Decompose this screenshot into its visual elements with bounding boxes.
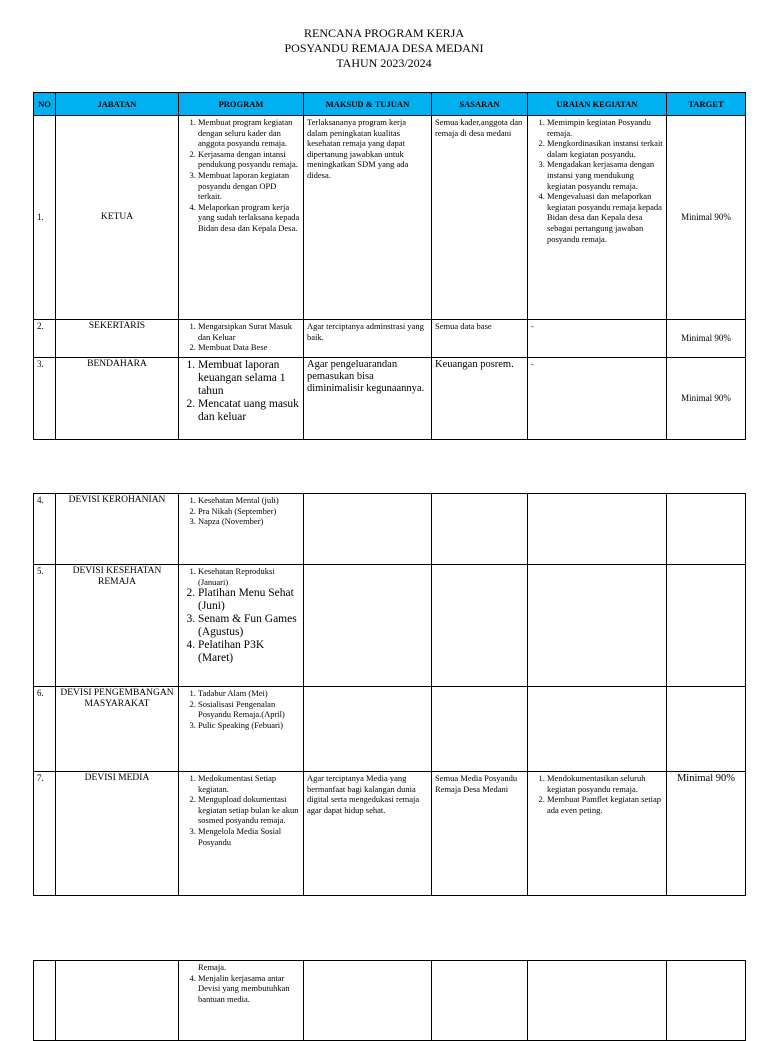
header-program: PROGRAM — [179, 93, 304, 116]
row-jabatan: DEVISI KESEHATAN REMAJA — [56, 565, 179, 687]
row-uraian — [528, 494, 667, 565]
row-uraian: - — [528, 320, 667, 358]
header-maksud: MAKSUD & TUJUAN — [304, 93, 432, 116]
row-no: 2. — [34, 320, 56, 358]
row-sasaran: Semua kader,anggota dan remaja di desa medani — [432, 116, 528, 320]
list-item: 2. Membuat Data Bese — [198, 342, 300, 353]
list-item: 3. Mengelola Media Sosial Posyandu — [198, 826, 300, 847]
list-item: 1. Memimpin kegiatan Posyandu remaja. — [547, 117, 663, 138]
row-program — [179, 116, 304, 320]
header-sasaran: SASARAN — [432, 93, 528, 116]
list-item: 3. Membuat laporan kegiatan posyandu dengan OPD terkait. — [198, 170, 300, 202]
row-sasaran: Semua Media Posyandu Remaja Desa Medani — [432, 772, 528, 896]
row-program — [179, 494, 304, 565]
list-item: 3. Senam & Fun Games (Agustus) — [198, 613, 300, 639]
header-no: NO — [34, 93, 56, 116]
row-target — [667, 687, 746, 772]
list-item: 2. Platihan Menu Sehat (Juni) — [198, 587, 300, 613]
header-target: TARGET — [667, 93, 746, 116]
row-maksud: Agar terciptanya adminstrasi yang baik. — [304, 320, 432, 358]
list-item: 3. Pulic Speaking (Febuari) — [198, 720, 300, 731]
row-sasaran — [432, 961, 528, 1041]
row-maksud — [304, 687, 432, 772]
row-maksud — [304, 565, 432, 687]
list-item: 1. Kesehatan Mental (juli) — [198, 495, 300, 506]
row-program — [179, 358, 304, 440]
list-item: 4. Melaporkan program kerja yang sudah terlaksana kepada Bidan desa dan Kepala Desa. — [198, 202, 300, 234]
table-header-row — [34, 93, 746, 116]
row-uraian: - — [528, 358, 667, 440]
list-item: 2. Mengkordinasikan instansi terkait dalam kegiatan posyandu. — [547, 138, 663, 159]
list-item: 2. Kerjasama dengan intansi pendukung posyandu remaja. — [198, 149, 300, 170]
title-line-1: RENCANA PROGRAM KERJA — [303, 26, 465, 40]
row-maksud — [304, 961, 432, 1041]
row-target: Minimal 90% — [667, 358, 746, 440]
row-jabatan: KETUA — [56, 116, 179, 320]
list-item: 3. Napza (November) — [198, 516, 300, 527]
list-item: 4. Menjalin kerjasama antar Devisi yang membutuhkan bantuan media. — [198, 973, 300, 1005]
list-item: 1. Membuat program kegiatan dengan seluru kader dan anggota posyandu remaja. — [198, 117, 300, 149]
row-target — [667, 494, 746, 565]
table-row — [34, 687, 746, 772]
row-uraian — [528, 116, 667, 320]
list-item: 2. Pra Nikah (September) — [198, 506, 300, 517]
row-uraian — [528, 961, 667, 1041]
row-jabatan: DEVISI KEROHANIAN — [56, 494, 179, 565]
row-target — [667, 565, 746, 687]
row-program — [179, 687, 304, 772]
row-target: Minimal 90% — [667, 320, 746, 358]
row-target — [667, 961, 746, 1041]
row-no: 7. — [34, 772, 56, 896]
list-item: 1. Mengarsipkan Surat Masuk dan Keluar — [198, 321, 300, 342]
table-row — [34, 494, 746, 565]
title-line-2: POSYANDU REMAJA DESA MEDANI — [284, 41, 484, 55]
program-table-part-1 — [33, 92, 746, 440]
row-sasaran — [432, 687, 528, 772]
program-continuation: Remaja. — [198, 962, 227, 972]
list-item: 2. Mengupload dokumentasi kegiatan setiap bulan ke akun sosmed posyandu remaja. — [198, 794, 300, 826]
row-program — [179, 565, 304, 687]
row-program — [179, 772, 304, 896]
list-item: 1. Mendokumentasikan seluruh kegiatan posyandu remaja. — [547, 773, 663, 794]
row-maksud — [304, 494, 432, 565]
row-program — [179, 320, 304, 358]
row-no — [34, 961, 56, 1041]
row-sasaran: Keuangan posrem. — [432, 358, 528, 440]
row-no: 6. — [34, 687, 56, 772]
table-row — [34, 320, 746, 358]
row-no: 3. — [34, 358, 56, 440]
list-item: 1. Kesehatan Reproduksi (Januari) — [198, 566, 300, 587]
row-jabatan — [56, 961, 179, 1041]
table-row — [34, 116, 746, 320]
row-uraian — [528, 772, 667, 896]
row-uraian — [528, 565, 667, 687]
table-row — [34, 565, 746, 687]
list-item: 1. Medokumentasi Setiap kegiatan. — [198, 773, 300, 794]
list-item: 2. Membuat Pamflet kegiatan setiap ada even peting. — [547, 794, 663, 815]
list-item: 1. Tadabur Alam (Mei) — [198, 688, 300, 699]
row-jabatan: BENDAHARA — [56, 358, 179, 440]
row-maksud: Terlaksananya program kerja dalam peningkatan kualitas kesehatan remaja yang dapat dipertanung jawabkan untuk meningkatkan SDM yang ada didesa. — [304, 116, 432, 320]
program-table-part-3 — [33, 960, 746, 1041]
table-row — [34, 358, 746, 440]
row-sasaran: Semua data base — [432, 320, 528, 358]
row-maksud: Agar pengeluarandan pemasukan bisa diminimalisir kegunaannya. — [304, 358, 432, 440]
header-jabatan: JABATAN — [56, 93, 179, 116]
row-jabatan: SEKERTARIS — [56, 320, 179, 358]
row-uraian — [528, 687, 667, 772]
row-jabatan: DEVISI MEDIA — [56, 772, 179, 896]
list-item: 1. Membuat laporan keuangan selama 1 tahun — [198, 359, 300, 398]
row-maksud: Agar terciptanya Media yang bermanfaat bagi kalangan dunia digital serta mengedukasi remaja agar dapat hidup sehat. — [304, 772, 432, 896]
row-target: Minimal 90% — [667, 116, 746, 320]
list-item: 2. Mencatat uang masuk dan keluar — [198, 398, 300, 424]
row-no: 4. — [34, 494, 56, 565]
row-sasaran — [432, 494, 528, 565]
document-title — [0, 26, 768, 71]
row-program — [179, 961, 304, 1041]
title-line-3: TAHUN 2023/2024 — [336, 56, 432, 70]
row-jabatan: DEVISI PENGEMBANGAN MASYARAKAT — [56, 687, 179, 772]
table-row — [34, 961, 746, 1041]
list-item: 4. Mengevaluasi dan melaporkan kegiatan posyandu remaja kepada Bidan desa dan Kepala desa sebagai pertangung jawaban posyandu remaja. — [547, 191, 663, 244]
program-table-part-2 — [33, 493, 746, 896]
list-item: 2. Sosialisasi Pengenalan Posyandu Remaja.(April) — [198, 699, 300, 720]
row-no: 1. — [34, 116, 56, 320]
list-item: 3. Mengadakan kerjasama dengan instansi yang mendukung kegiatan posyandu remaja. — [547, 159, 663, 191]
list-item: 4. Pelatihan P3K (Maret) — [198, 639, 300, 665]
table-row — [34, 772, 746, 896]
row-target: Minimal 90% — [667, 772, 746, 896]
row-no: 5. — [34, 565, 56, 687]
header-uraian: URAIAN KEGIATAN — [528, 93, 667, 116]
row-sasaran — [432, 565, 528, 687]
